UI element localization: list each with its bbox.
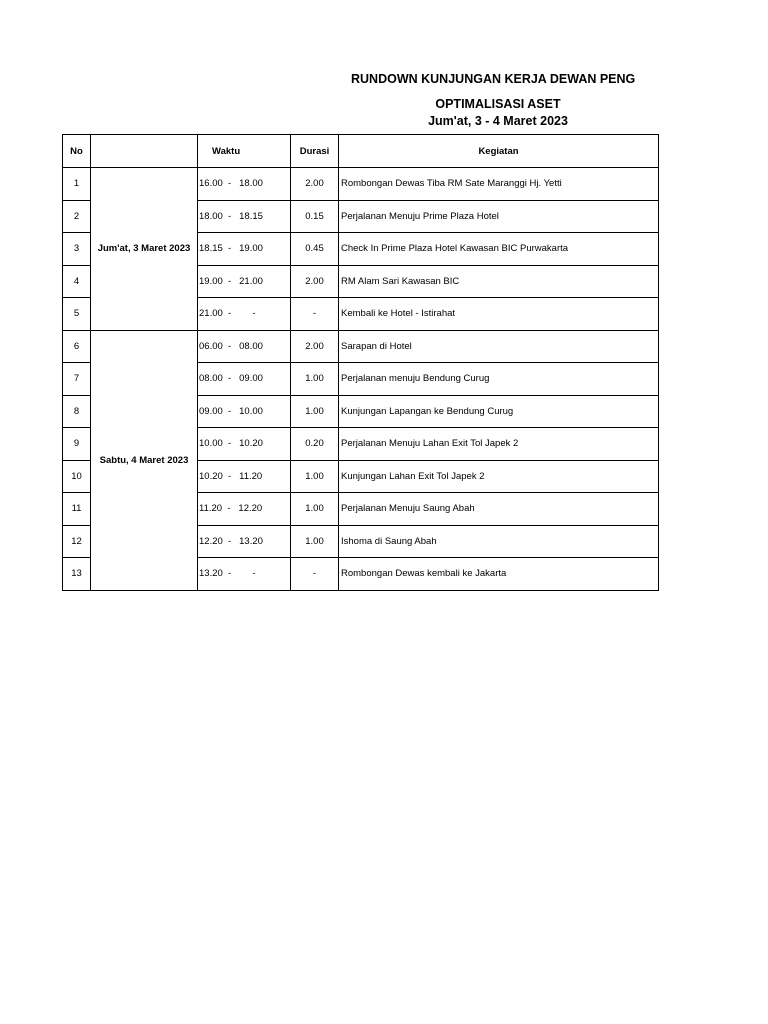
- row-time: 18.15 - 19.00: [198, 233, 291, 266]
- row-no: 4: [63, 265, 91, 298]
- row-time: 10.00 - 10.20: [198, 428, 291, 461]
- rundown-table: [62, 134, 659, 591]
- row-activity: Check In Prime Plaza Hotel Kawasan BIC Purwakarta: [339, 233, 659, 266]
- row-activity: Kembali ke Hotel - Istirahat: [339, 298, 659, 331]
- table-row: [63, 168, 659, 201]
- row-time: 11.20 - 12.20: [198, 493, 291, 526]
- header-no: No: [63, 135, 91, 168]
- row-no: 6: [63, 330, 91, 363]
- table-header: [63, 135, 659, 168]
- document-subtitle: OPTIMALISASI ASET: [435, 97, 561, 111]
- row-time: 09.00 - 10.00: [198, 395, 291, 428]
- row-duration: 2.00: [291, 168, 339, 201]
- title-clip: [0, 70, 659, 90]
- row-duration: 1.00: [291, 525, 339, 558]
- day-label: Jum'at, 3 Maret 2023: [91, 168, 198, 331]
- header-duration: Durasi: [291, 135, 339, 168]
- row-activity: Perjalanan menuju Bendung Curug: [339, 363, 659, 396]
- row-duration: 1.00: [291, 363, 339, 396]
- header-activity: Kegiatan: [339, 135, 659, 168]
- row-time: 21.00 - -: [198, 298, 291, 331]
- row-activity: Perjalanan Menuju Saung Abah: [339, 493, 659, 526]
- day-label: Sabtu, 4 Maret 2023: [91, 330, 198, 590]
- table-body: [63, 168, 659, 591]
- row-duration: 1.00: [291, 395, 339, 428]
- row-activity: RM Alam Sari Kawasan BIC: [339, 265, 659, 298]
- header-row: [63, 135, 659, 168]
- row-no: 9: [63, 428, 91, 461]
- row-time: 13.20 - -: [198, 558, 291, 591]
- header-day: [91, 135, 198, 168]
- row-duration: 0.45: [291, 233, 339, 266]
- row-duration: 0.15: [291, 200, 339, 233]
- row-time: 08.00 - 09.00: [198, 363, 291, 396]
- row-no: 11: [63, 493, 91, 526]
- row-activity: Ishoma di Saung Abah: [339, 525, 659, 558]
- row-duration: 2.00: [291, 330, 339, 363]
- row-no: 1: [63, 168, 91, 201]
- document-title: RUNDOWN KUNJUNGAN KERJA DEWAN PENG: [351, 72, 636, 86]
- row-activity: Sarapan di Hotel: [339, 330, 659, 363]
- row-time: 06.00 - 08.00: [198, 330, 291, 363]
- row-time: 12.20 - 13.20: [198, 525, 291, 558]
- row-no: 10: [63, 460, 91, 493]
- row-time: 18.00 - 18.15: [198, 200, 291, 233]
- row-activity: Kunjungan Lahan Exit Tol Japek 2: [339, 460, 659, 493]
- document-date-range: Jum'at, 3 - 4 Maret 2023: [428, 114, 568, 128]
- row-activity: Perjalanan Menuju Prime Plaza Hotel: [339, 200, 659, 233]
- table-row: [63, 330, 659, 363]
- header-time: Waktu: [198, 135, 291, 168]
- row-no: 5: [63, 298, 91, 331]
- row-duration: 2.00: [291, 265, 339, 298]
- row-time: 19.00 - 21.00: [198, 265, 291, 298]
- row-no: 7: [63, 363, 91, 396]
- row-activity: Rombongan Dewas kembali ke Jakarta: [339, 558, 659, 591]
- row-duration: 1.00: [291, 493, 339, 526]
- row-time: 16.00 - 18.00: [198, 168, 291, 201]
- row-no: 13: [63, 558, 91, 591]
- row-no: 3: [63, 233, 91, 266]
- row-no: 2: [63, 200, 91, 233]
- row-duration: -: [291, 558, 339, 591]
- row-no: 8: [63, 395, 91, 428]
- row-duration: -: [291, 298, 339, 331]
- row-time: 10.20 - 11.20: [198, 460, 291, 493]
- row-duration: 0.20: [291, 428, 339, 461]
- row-activity: Kunjungan Lapangan ke Bendung Curug: [339, 395, 659, 428]
- row-activity: Rombongan Dewas Tiba RM Sate Maranggi Hj. Yetti: [339, 168, 659, 201]
- row-duration: 1.00: [291, 460, 339, 493]
- row-no: 12: [63, 525, 91, 558]
- row-activity: Perjalanan Menuju Lahan Exit Tol Japek 2: [339, 428, 659, 461]
